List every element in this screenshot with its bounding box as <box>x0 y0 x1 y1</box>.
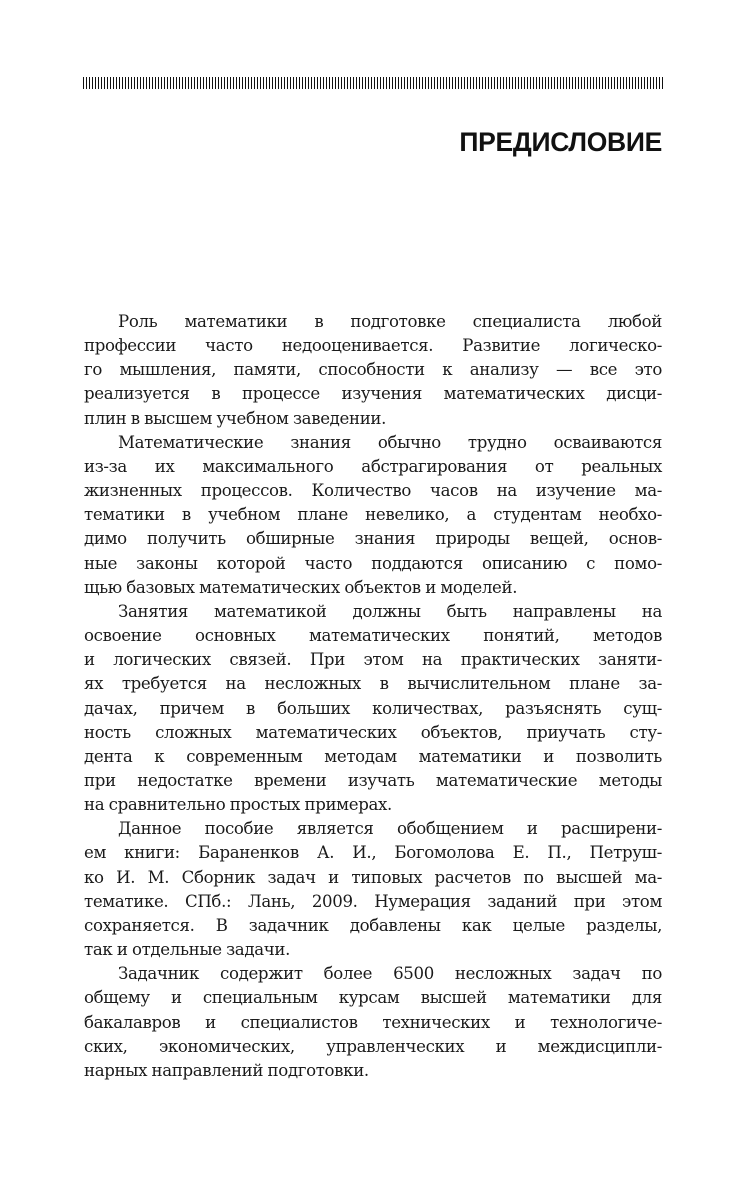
text-line: щью базовых математических объектов и моделей. <box>84 577 518 597</box>
text-line: Роль математики в подготовке специалиста любой <box>118 312 662 331</box>
text-line: при недостатке времени изучать математические методы <box>84 770 662 790</box>
text-line: реализуется в процессе изучения математических дисци- <box>84 384 662 404</box>
paragraph <box>84 310 662 431</box>
paragraph <box>84 600 662 817</box>
text-line: дента к современным методам математики и позволить <box>84 746 662 766</box>
text-line: и логических связей. При этом на практических заняти- <box>84 650 662 670</box>
text-line: Задачник содержит более 6500 несложных задач по <box>118 964 662 984</box>
paragraph <box>84 431 662 600</box>
text-line: на сравнительно простых примерах. <box>84 795 392 815</box>
text-line: сохраняется. В задачник добавлены как целые разделы, <box>84 915 662 935</box>
chapter-title: ПРЕДИСЛОВИЕ <box>459 127 662 157</box>
text-line: общему и специальным курсам высшей математики для <box>84 988 662 1008</box>
text-line: тематике. СПб.: Лань, 2009. Нумерация заданий при этом <box>84 891 662 911</box>
text-line: тематики в учебном плане невелико, а студентам необхо- <box>84 505 662 525</box>
text-line: профессии часто недооценивается. Развитие логическо- <box>84 336 662 356</box>
text-line: освоение основных математических понятий, методов <box>84 626 662 646</box>
text-line: ем книги: Бараненков А. И., Богомолова Е. П., Петруш- <box>84 843 662 863</box>
text-line: плин в высшем учебном заведении. <box>84 408 387 428</box>
text-line: Занятия математикой должны быть направлены на <box>118 601 662 621</box>
text-line: ях требуется на несложных в вычислительном плане за- <box>84 674 662 694</box>
text-line: бакалавров и специалистов технических и технологиче- <box>84 1012 662 1032</box>
text-line: ные законы которой часто поддаются описанию с помо- <box>84 553 662 573</box>
text-line: ко И. М. Сборник задач и типовых расчетов по высшей ма- <box>84 867 662 887</box>
text-line: Данное пособие является обобщением и расширени- <box>118 819 662 839</box>
text-line: ность сложных математических объектов, приучать сту- <box>84 722 662 742</box>
decorative-header-rule <box>83 77 664 89</box>
text-line: нарных направлений подготовки. <box>84 1060 369 1080</box>
body-text <box>84 310 662 1083</box>
paragraph <box>84 962 662 1083</box>
text-line: го мышления, памяти, способности к анализу — все это <box>84 360 662 380</box>
text-line: из-за их максимального абстрагирования от реальных <box>84 456 662 476</box>
text-line: димо получить обширные знания природы вещей, основ- <box>84 529 662 549</box>
paragraph <box>84 817 662 962</box>
text-line: Математические знания обычно трудно осваиваются <box>118 432 662 452</box>
text-line: ских, экономических, управленческих и междисципли- <box>84 1036 662 1056</box>
text-line: жизненных процессов. Количество часов на изучение ма- <box>84 481 662 501</box>
text-line: так и отдельные задачи. <box>84 940 291 960</box>
text-line: дачах, причем в больших количествах, разъяснять сущ- <box>84 698 662 718</box>
